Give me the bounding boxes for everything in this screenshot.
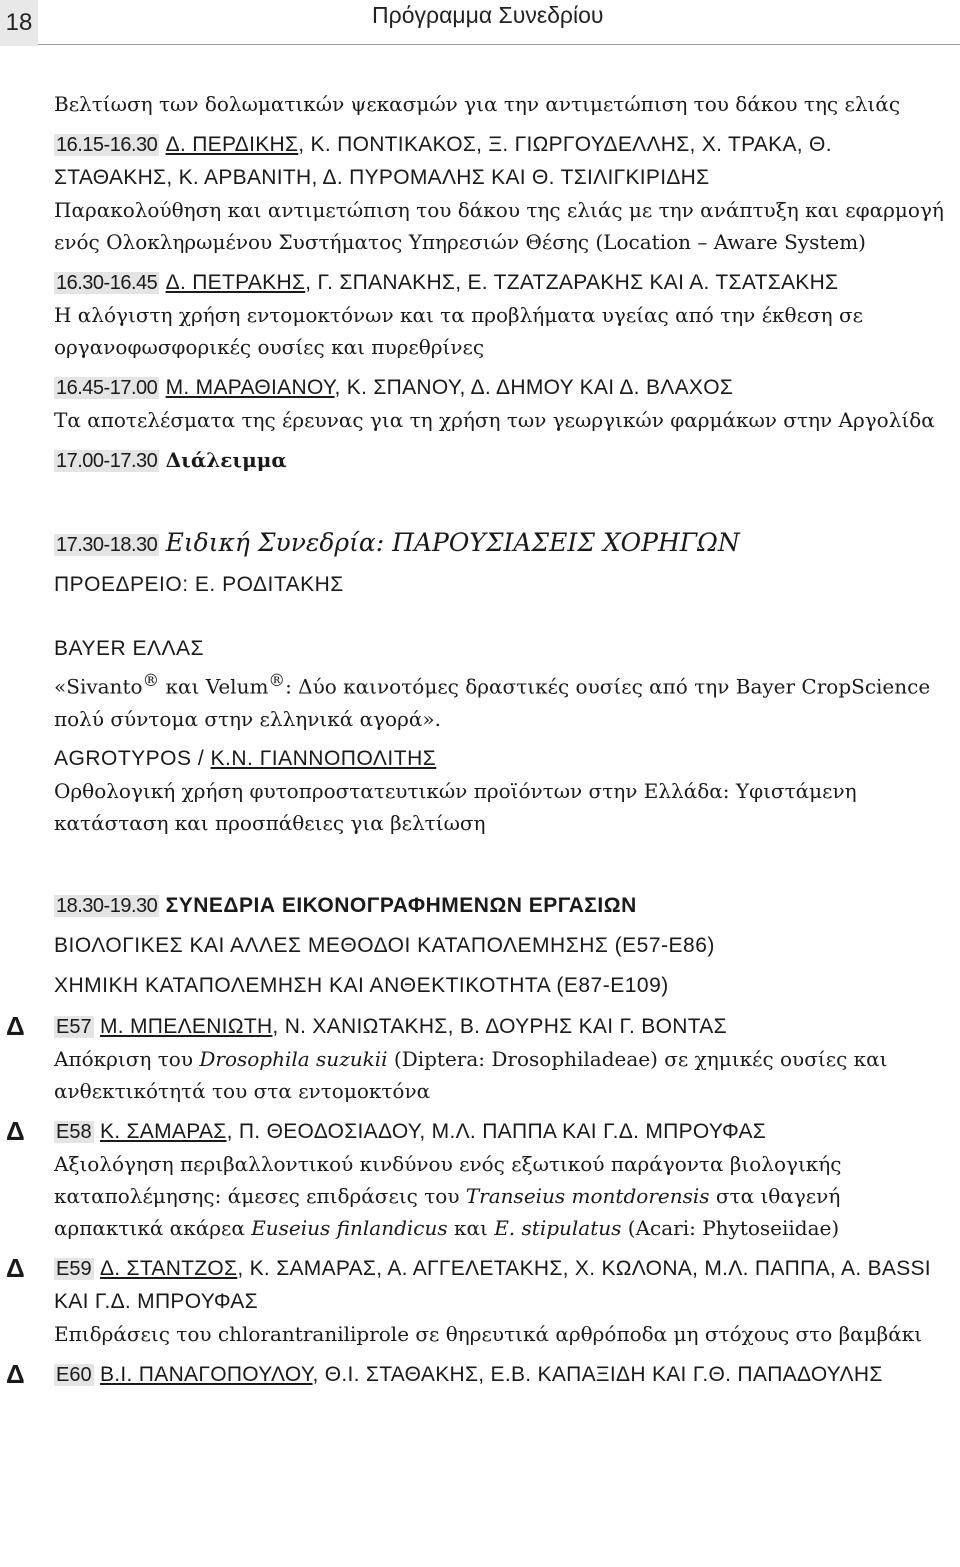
talk-title: Παρακολούθηση και αντιμετώπιση του δάκου της ελιάς με την ανάπτυξη και εφαρμογή ενός Ολοκληρωμένου Συστήματος Υπηρεσιών Θέσης (Location – Aware System) <box>54 198 944 254</box>
title-part: (Acari: Phytoseiidae) <box>621 1215 840 1240</box>
delta-marker-icon: Δ <box>6 1010 25 1041</box>
title-part: Απόκριση του <box>54 1046 200 1071</box>
poster-code: Ε60 <box>56 1363 92 1386</box>
authors <box>100 1363 883 1386</box>
registered-mark: ® <box>142 671 160 690</box>
sponsor-talk-title <box>54 665 944 735</box>
poster-code: Ε59 <box>56 1257 92 1280</box>
presenting-author: Μ. ΜΠΕΛΕΝΙΩΤΗ <box>99 1014 273 1038</box>
talk-title: Βελτίωση των δολωματικών ψεκασμών για την αντιμετώπιση του δάκου της ελιάς <box>54 92 901 116</box>
title-part: (Diptera: Drosophiladeae) σε χημικές ουσίες και ανθεκτικότητά του στα εντομοκτόνα <box>54 1046 888 1103</box>
delta-marker-icon: Δ <box>6 1115 25 1146</box>
authors <box>100 1015 727 1038</box>
authors <box>100 1120 766 1143</box>
authors <box>166 271 839 294</box>
presenting-author: Δ. ΠΕΤΡΑΚΗΣ <box>165 271 306 294</box>
talk-entry <box>54 371 944 404</box>
poster-title <box>54 1043 944 1107</box>
page-header-title: Πρόγραμμα Συνεδρίου <box>372 2 604 28</box>
time-slot: 18.30-19.30 <box>56 894 158 917</box>
presenting-author: Δ. ΣΤΑΝΤΖΟΣ <box>99 1256 238 1280</box>
page-number: 18 <box>0 0 38 46</box>
session-title: Ειδική Συνεδρία: ΠΑΡΟΥΣΙΑΣΕΙΣ ΧΟΡΗΓΩΝ <box>165 528 740 557</box>
talk-entry <box>54 128 944 194</box>
title-part: Αξιολόγηση περιβαλλοντικού κινδύνου ενός εξωτικού παράγοντα βιολογικής καταπολέμησης: άμεσες επιδράσεις του <box>54 1151 842 1208</box>
poster-authors-line <box>54 1252 944 1318</box>
authors <box>166 376 734 399</box>
poster-title: Επιδράσεις του chlorantraniliprole σε θηρευτικά αρθρόποδα μη στόχους στο βαμβάκι <box>54 1321 923 1346</box>
poster-authors-line <box>54 1358 944 1391</box>
presenting-author: Κ. ΣΑΜΑΡΑΣ <box>99 1119 227 1143</box>
sponsor-name <box>54 743 944 775</box>
poster-authors-line <box>54 1010 944 1043</box>
presenting-author: Μ. ΜΑΡΑΘΙΑΝΟΥ <box>165 376 335 399</box>
talk-title: Τα αποτελέσματα της έρευνας για τη χρήση των γεωργικών φαρμάκων στην Αργολίδα <box>54 408 935 432</box>
species-name: Drosophila suzukii <box>199 1046 388 1071</box>
program-content <box>6 88 944 1391</box>
species-name: Euseius finlandicus <box>251 1215 448 1240</box>
title-part: και <box>447 1215 495 1240</box>
header-divider <box>38 44 960 45</box>
time-slot: 17.30-18.30 <box>56 534 158 556</box>
species-name: E. stipulatus <box>494 1215 622 1240</box>
presenting-author: Δ. ΠΕΡΔΙΚΗΣ <box>165 133 299 156</box>
session-heading <box>54 889 944 922</box>
title-part: : Δύο καινοτόμες δραστικές ουσίες από την Bayer CropScience πολύ σύντομα στην ελληνικά αγορά». <box>54 674 931 731</box>
co-authors: , Ν. ΧΑΝΙΩΤΑΚΗΣ, Β. ΔΟΥΡΗΣ ΚΑΙ Γ. ΒΟΝΤΑΣ <box>272 1014 727 1038</box>
title-part: «Sivanto <box>54 674 143 699</box>
delta-marker-icon: Δ <box>6 1252 25 1283</box>
break-entry <box>54 444 944 477</box>
presenting-author: Β.Ι. ΠΑΝΑΓΟΠΟΥΛΟΥ <box>99 1362 313 1386</box>
co-authors: , Π. ΘΕΟΔΟΣΙΑΔΟΥ, Μ.Λ. ΠΑΠΠΑ ΚΑΙ Γ.Δ. ΜΠΡΟΥΦΑΣ <box>226 1119 767 1143</box>
authors <box>54 1257 931 1313</box>
time-slot: 16.30-16.45 <box>56 272 158 294</box>
co-authors: , Κ. ΣΑΜΑΡΑΣ, Α. ΑΓΓΕΛΕΤΑΚΗΣ, Χ. ΚΩΛΟΝΑ, Μ.Λ. ΠΑΠΠΑ, Α. BASSI ΚΑΙ Γ.Δ. ΜΠΡΟΥΦΑΣ <box>54 1256 931 1313</box>
poster-entry-e59 <box>6 1252 944 1350</box>
session-heading <box>54 527 944 561</box>
talk-title: Η αλόγιστη χρήση εντομοκτόνων και τα προβλήματα υγείας από την έκθεση σε οργανοφωσφορικές ουσίες και πυρεθρίνες <box>54 303 863 359</box>
authors <box>54 133 832 189</box>
time-slot: 16.45-17.00 <box>56 377 158 399</box>
session-subtopic: ΒΙΟΛΟΓΙΚΕΣ ΚΑΙ ΑΛΛΕΣ ΜΕΘΟΔΟΙ ΚΑΤΑΠΟΛΕΜΗΣΗΣ (Ε57-Ε86) <box>54 933 715 957</box>
delta-marker-icon: Δ <box>6 1358 25 1389</box>
session-chair: ΠΡΟΕΔΡΕΙΟ: Ε. ΡΟΔΙΤΑΚΗΣ <box>54 573 344 596</box>
time-slot: 17.00-17.30 <box>56 450 158 472</box>
species-name: Transeius montdorensis <box>465 1183 710 1208</box>
co-authors: , Κ. ΠΟΝΤΙΚΑΚΟΣ, Ξ. ΓΙΩΡΓΟΥΔΕΛΛΗΣ, Χ. ΤΡΑΚΑ, Θ. ΣΤΑΘΑΚΗΣ, Κ. ΑΡΒΑΝΙΤΗ, Δ. ΠΥΡΟΜΑΛΗΣ ΚΑΙ Θ. ΤΣΙΛΙΓΚΙΡΙΔΗΣ <box>54 133 832 189</box>
session-title: ΣΥΝΕΔΡΙΑ ΕΙΚΟΝΟΓΡΑΦΗΜΕΝΩΝ ΕΡΓΑΣΙΩΝ <box>165 893 637 917</box>
poster-title <box>54 1148 944 1244</box>
co-authors: , Θ.Ι. ΣΤΑΘΑΚΗΣ, Ε.Β. ΚΑΠΑΞΙΔΗ ΚΑΙ Γ.Θ. ΠΑΠΑΔΟΥΛΗΣ <box>312 1362 883 1386</box>
poster-entry-e60 <box>6 1358 944 1391</box>
sponsor-presenter: Κ.Ν. ΓΙΑΝΝΟΠΟΛΙΤΗΣ <box>210 746 437 770</box>
title-part: στα ιθαγενή αρπακτικά ακάρεα <box>54 1183 841 1240</box>
sponsor-name: BAYER ΕΛΛΑΣ <box>54 637 205 660</box>
poster-authors-line <box>54 1115 944 1148</box>
sponsor-talk-title: Ορθολογική χρήση φυτοπροστατευτικών προϊόντων στην Ελλάδα: Υφιστάμενη κατάσταση και προσπάθειες για βελτίωση <box>54 778 857 835</box>
poster-code: Ε57 <box>56 1015 92 1038</box>
poster-entry-e58 <box>6 1115 944 1244</box>
time-slot: 16.15-16.30 <box>56 134 158 156</box>
sponsor-company: AGROTYPOS / <box>54 746 211 770</box>
poster-code: Ε58 <box>56 1120 92 1143</box>
talk-entry <box>54 266 944 299</box>
session-subtopic: ΧΗΜΙΚΗ ΚΑΤΑΠΟΛΕΜΗΣΗ ΚΑΙ ΑΝΘΕΚΤΙΚΟΤΗΤΑ (Ε87-Ε109) <box>54 973 669 997</box>
co-authors: , Γ. ΣΠΑΝΑΚΗΣ, Ε. ΤΖΑΤΖΑΡΑΚΗΣ ΚΑΙ Α. ΤΣΑΤΣΑΚΗΣ <box>305 271 839 294</box>
co-authors: , Κ. ΣΠΑΝΟΥ, Δ. ΔΗΜΟΥ ΚΑΙ Δ. ΒΛΑΧΟΣ <box>334 376 734 399</box>
registered-mark: ® <box>268 671 286 690</box>
title-part: και Velum <box>159 674 269 699</box>
poster-entry-e57 <box>6 1010 944 1107</box>
break-label: Διάλειμμα <box>165 448 287 472</box>
